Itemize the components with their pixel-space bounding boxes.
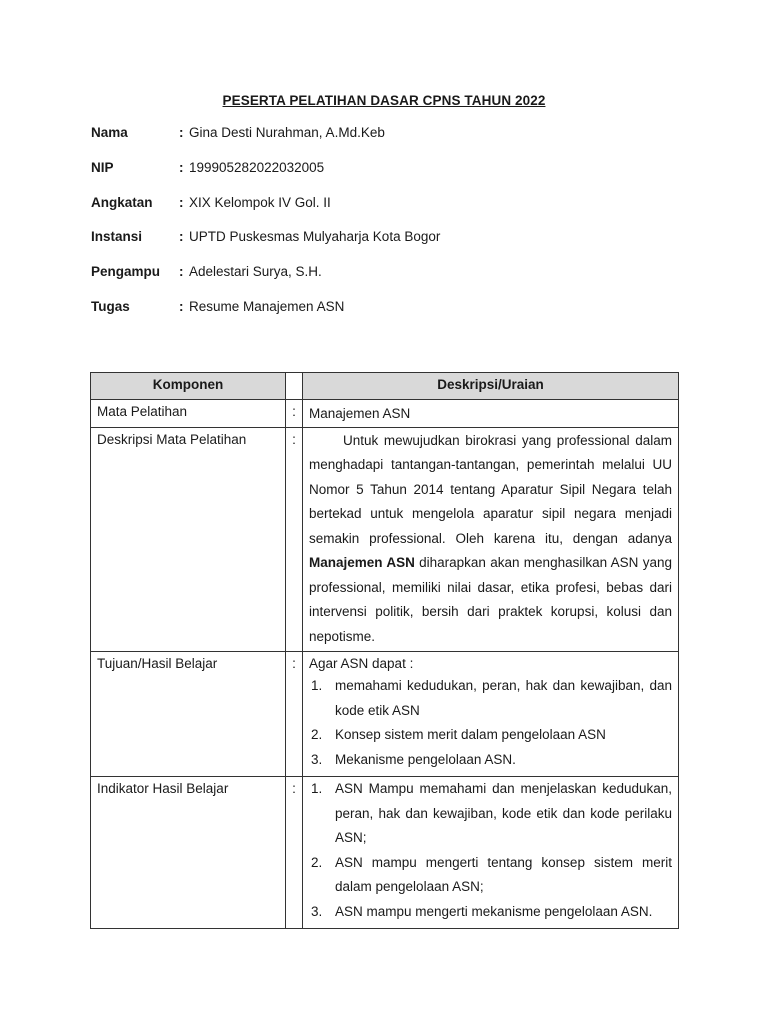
info-label: Pengampu (91, 264, 161, 280)
list-text: memahami kedudukan, peran, hak dan kewajiban, dan kode etik ASN (335, 678, 672, 718)
list-text: ASN Mampu memahami dan menjelaskan kedudukan, peran, hak dan kewajiban, kode etik dan kode perilaku ASN; (335, 781, 672, 845)
info-label: Angkatan (91, 194, 153, 210)
row-colon: : (286, 777, 303, 929)
participant-info (91, 125, 691, 334)
description-paragraph (309, 428, 672, 652)
table-row (91, 427, 679, 652)
info-value: UPTD Puskesmas Mulyaharja Kota Bogor (189, 229, 441, 245)
header-component: Komponen (91, 373, 286, 400)
info-row-pengampu (91, 264, 691, 299)
list-item (309, 723, 672, 748)
resume-table (90, 372, 679, 929)
description-text-after: diharapkan akan menghasilkan ASN yang professional, memiliki nilai dasar, etika profesi, bebas dari intervensi politik, bersih dari praktek korupsi, kolusi dan nepotisme. (309, 555, 672, 644)
info-row-tugas (91, 299, 691, 334)
list-number: 3. (311, 903, 323, 919)
info-colon: : (179, 264, 184, 280)
indicators-list (309, 777, 672, 928)
header-separator (286, 373, 303, 400)
list-item (309, 674, 672, 723)
info-value: XIX Kelompok IV Gol. II (189, 194, 331, 210)
info-label: Instansi (91, 229, 143, 245)
info-row-angkatan (91, 195, 691, 230)
list-text: Mekanisme pengelolaan ASN. (335, 751, 516, 767)
list-number: 1. (311, 678, 323, 693)
list-item (309, 851, 672, 900)
list-item (309, 777, 672, 851)
objectives-list (309, 674, 672, 776)
table-row (91, 400, 679, 428)
info-colon: : (179, 229, 184, 245)
info-row-nip (91, 160, 691, 195)
list-text: Konsep sistem merit dalam pengelolaan ASN (335, 727, 606, 742)
row-label: Mata Pelatihan (91, 400, 286, 428)
list-number: 2. (311, 727, 323, 742)
table-row (91, 652, 679, 777)
list-item (309, 748, 672, 773)
info-colon: : (179, 298, 184, 314)
objectives-intro: Agar ASN dapat : (309, 656, 414, 671)
list-text: ASN mampu mengerti mekanisme pengelolaan ASN. (335, 903, 653, 919)
info-row-instansi (91, 229, 691, 264)
info-value: 199905282022032005 (189, 159, 325, 175)
row-label: Indikator Hasil Belajar (91, 777, 286, 929)
info-row-nama (91, 125, 691, 160)
info-value: Gina Desti Nurahman, A.Md.Keb (189, 125, 385, 140)
info-colon: : (179, 159, 184, 175)
table-row (91, 777, 679, 929)
row-colon: : (286, 652, 303, 777)
description-text-before: Untuk mewujudkan birokrasi yang professional dalam menghadapi tantangan-tantangan, pemerintah melalui UU Nomor 5 Tahun 2014 tentang Aparatur Sipil Negara telah bertekad untuk mengelola aparatur sipil negara menjadi semakin professional. Oleh karena itu, dengan adanya (309, 432, 672, 546)
header-description: Deskripsi/Uraian (303, 373, 679, 400)
info-value: Adelestari Surya, S.H. (189, 264, 322, 280)
list-number: 1. (311, 781, 323, 796)
row-value (303, 652, 679, 777)
info-colon: : (179, 194, 184, 210)
list-item (309, 900, 672, 925)
row-label: Tujuan/Hasil Belajar (91, 652, 286, 777)
list-number: 3. (311, 751, 323, 767)
description-text-bold: Manajemen ASN (309, 555, 415, 570)
info-label: Nama (91, 125, 128, 140)
info-colon: : (179, 125, 184, 140)
list-text: ASN mampu mengerti tentang konsep sistem merit dalam pengelolaan ASN; (335, 854, 672, 894)
row-value: Manajemen ASN (303, 400, 679, 428)
row-value (303, 777, 679, 929)
row-colon: : (286, 427, 303, 652)
info-value: Resume Manajemen ASN (189, 298, 345, 314)
page-title: PESERTA PELATIHAN DASAR CPNS TAHUN 2022 (222, 93, 546, 108)
info-label: Tugas (91, 298, 130, 314)
table-header-row (91, 373, 679, 400)
row-colon: : (286, 400, 303, 428)
info-label: NIP (91, 159, 114, 175)
list-number: 2. (311, 854, 323, 870)
row-label: Deskripsi Mata Pelatihan (91, 427, 286, 652)
row-value (303, 427, 679, 652)
